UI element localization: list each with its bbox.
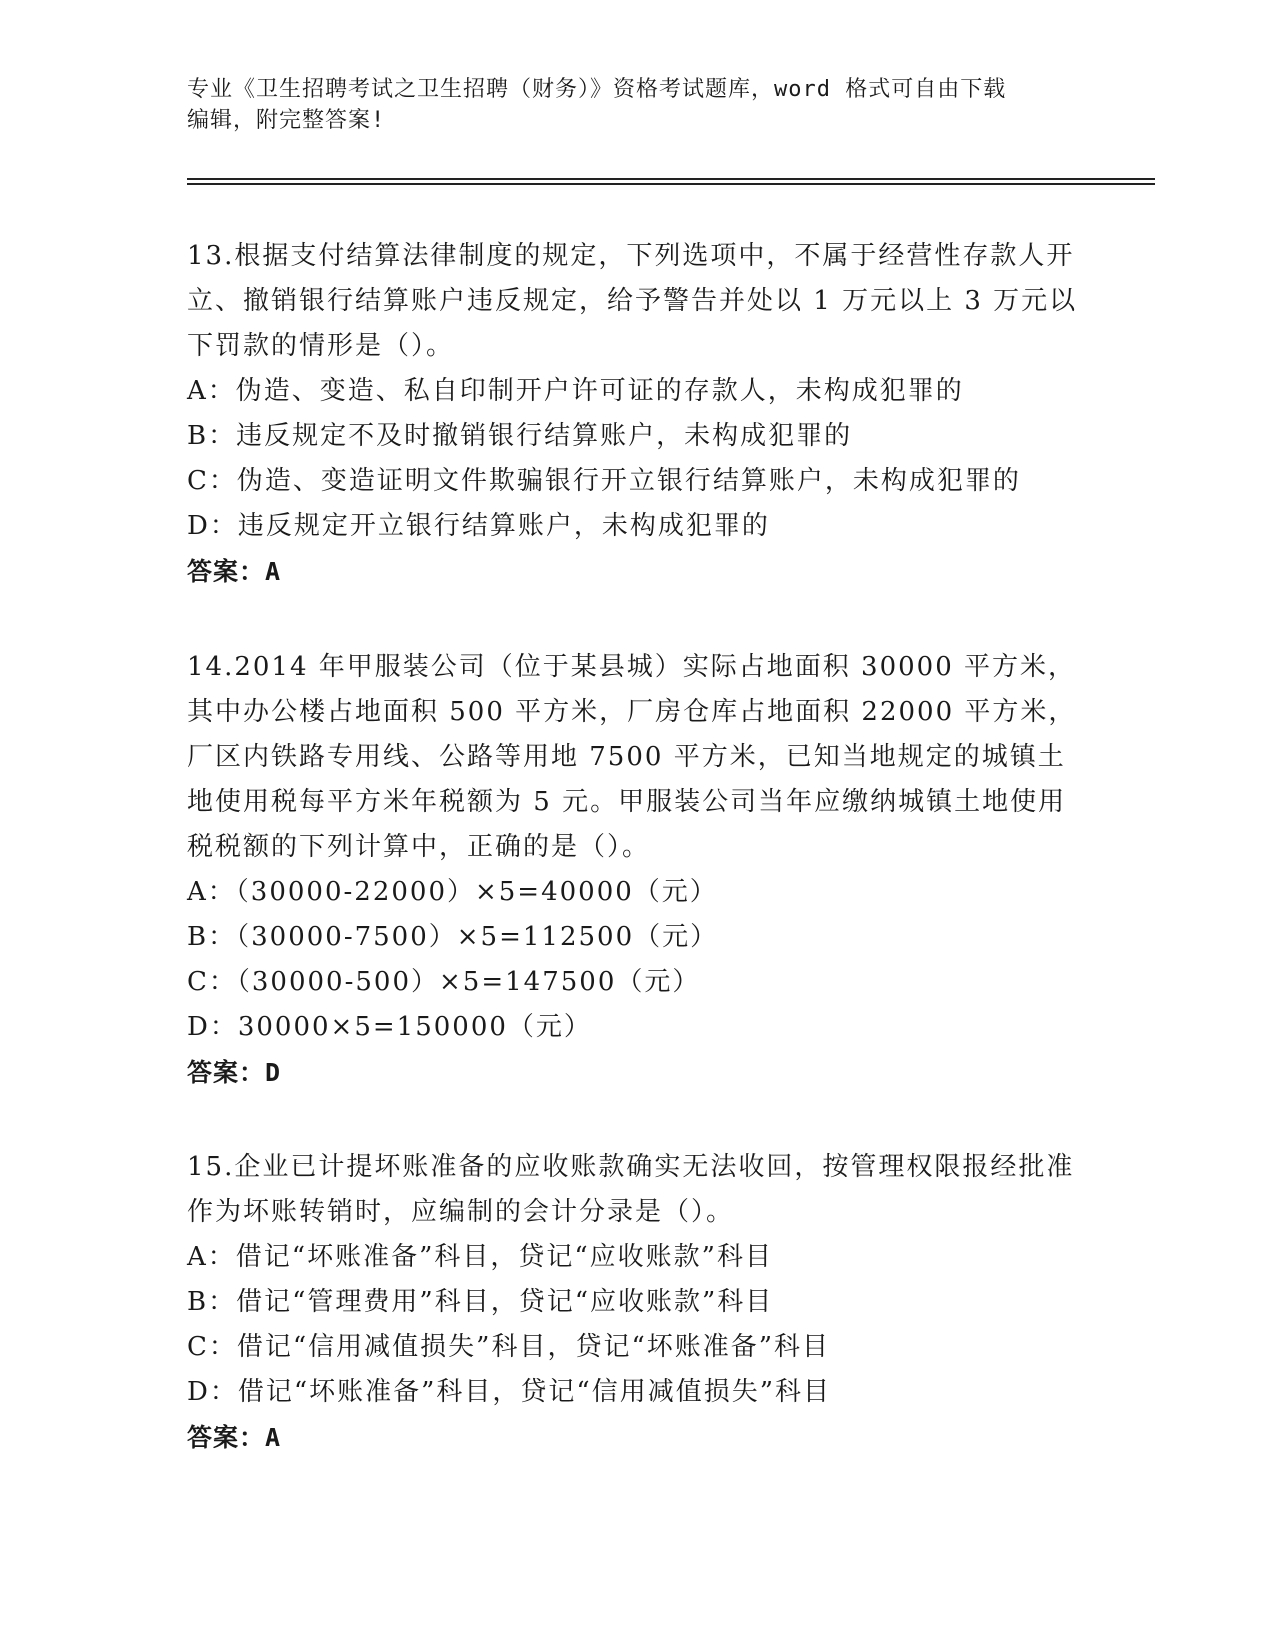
question-15 (187, 1145, 1087, 1460)
option-c: C：借记“信用减值损失”科目，贷记“坏账准备”科目 (187, 1332, 831, 1362)
option-c: C：伪造、变造证明文件欺骗银行开立银行结算账户，未构成犯罪的 (187, 466, 1021, 496)
option-c: C：（30000-500）×5=147500（元） (187, 967, 701, 997)
header-divider-top (187, 178, 1155, 180)
question-14 (187, 645, 1087, 1095)
option-b: B：（30000-7500）×5=112500（元） (187, 922, 719, 952)
option-d: D：30000×5=150000（元） (187, 1012, 592, 1042)
question-stem: 14.2014 年甲服装公司（位于某县城）实际占地面积 30000 平方米，其中办公楼占地面积 500 平方米，厂房仓库占地面积 22000 平方米，厂区内铁路专用线、公路等用地 7500 平方米，已知当地规定的城镇土地使用税每平方米年税额为 5 元。甲服装公司当年应缴纳城镇土地使用税税额的下列计算中，正确的是（）。 (187, 652, 1077, 862)
option-d: D：违反规定开立银行结算账户，未构成犯罪的 (187, 511, 770, 541)
option-a: A：伪造、变造、私自印制开户许可证的存款人，未构成犯罪的 (187, 376, 964, 406)
question-13 (187, 234, 1087, 594)
document-header (187, 74, 1067, 136)
question-stem: 13.根据支付结算法律制度的规定，下列选项中，不属于经营性存款人开立、撤销银行结算账户违反规定，给予警告并处以 1 万元以上 3 万元以下罚款的情形是（）。 (187, 241, 1078, 361)
option-a: A：借记“坏账准备”科目，贷记“应收账款”科目 (187, 1242, 773, 1272)
question-stem: 15.企业已计提坏账准备的应收账款确实无法收回，按管理权限报经批准作为坏账转销时，应编制的会计分录是（）。 (187, 1152, 1075, 1227)
answer: 答案：A (187, 1423, 282, 1452)
answer: 答案：A (187, 557, 282, 586)
answer: 答案：D (187, 1058, 282, 1087)
option-b: B：借记“管理费用”科目，贷记“应收账款”科目 (187, 1287, 774, 1317)
header-line-1: 专业《卫生招聘考试之卫生招聘（财务）》资格考试题库，word 格式可自由下载 (187, 77, 1007, 102)
header-divider-bottom (187, 183, 1155, 185)
option-a: A：（30000-22000）×5=40000（元） (187, 877, 718, 907)
option-b: B：违反规定不及时撤销银行结算账户，未构成犯罪的 (187, 421, 853, 451)
option-d: D：借记“坏账准备”科目，贷记“信用减值损失”科目 (187, 1377, 832, 1407)
header-line-2: 编辑，附完整答案! (187, 108, 386, 133)
